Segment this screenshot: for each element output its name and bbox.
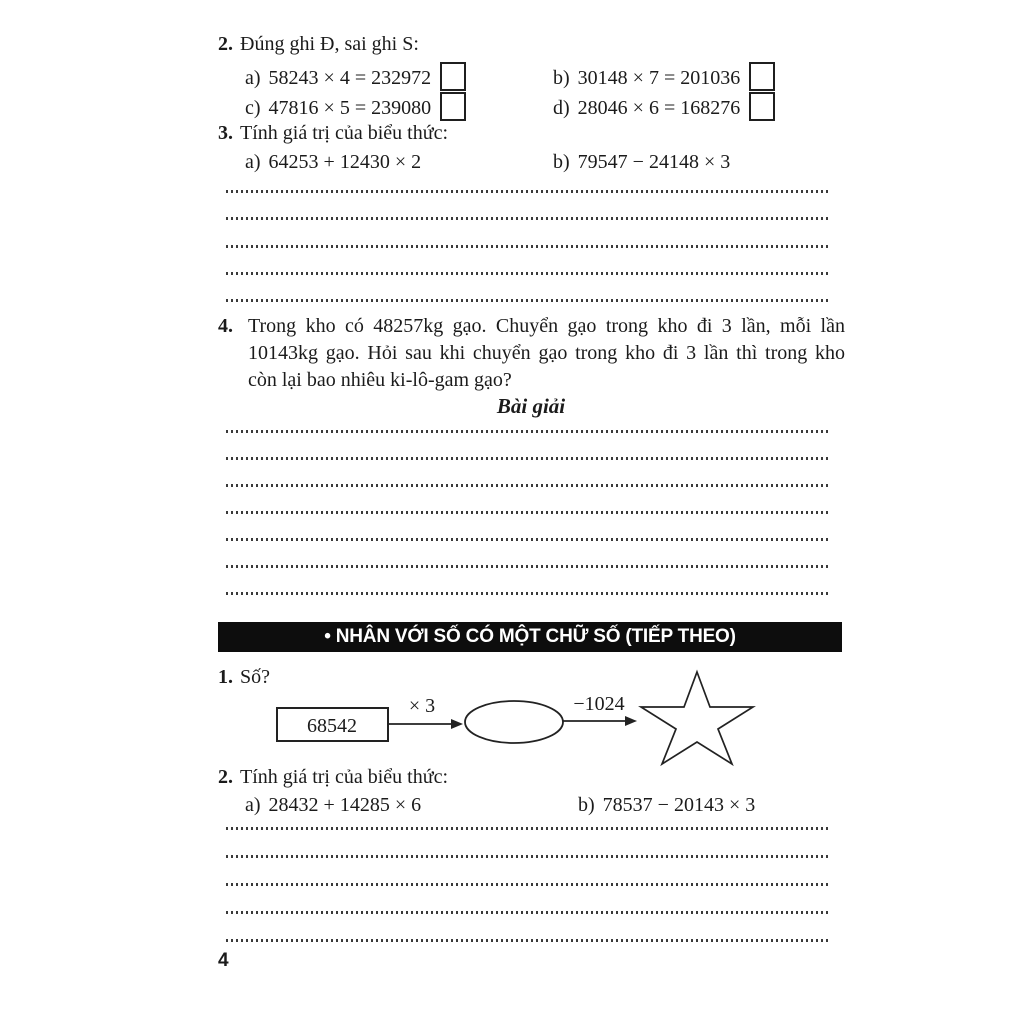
answer-dotted-line — [226, 457, 830, 460]
problem-4-text-line: còn lại bao nhiêu ki-lô-gam gạo? — [248, 369, 512, 391]
answer-dotted-line — [226, 484, 830, 487]
start-number: 68542 — [307, 715, 357, 737]
page-number: 4 — [218, 950, 229, 971]
problem-2-header — [218, 33, 419, 56]
answer-box — [440, 92, 466, 121]
item-expression: 64253 + 12430 × 2 — [268, 151, 422, 173]
problem-3-item-a — [245, 151, 421, 174]
item-expression: 30148 × 7 = 201036 — [577, 67, 741, 89]
item-label: a) — [245, 67, 261, 89]
section-problem-2-item-a — [245, 794, 421, 817]
answer-dotted-line — [226, 883, 830, 886]
item-expression: 28432 + 14285 × 6 — [268, 794, 422, 816]
answer-dotted-line — [226, 855, 830, 858]
problem-4-text-line: Trong kho có 48257kg gạo. Chuyển gạo trong kho đi 3 lần, mỗi lần — [248, 315, 845, 337]
answer-dotted-line — [226, 827, 830, 830]
empty-star-answer — [641, 672, 753, 764]
item-label: b) — [553, 151, 570, 173]
operation-2-label: −1024 — [573, 693, 625, 715]
problem-4-text-line: 10143kg gạo. Hỏi sau khi chuyển gạo trong kho đi 3 lần thì trong kho — [248, 342, 845, 364]
answer-dotted-line — [226, 939, 830, 942]
answer-dotted-line — [226, 538, 830, 541]
item-expression: 28046 × 6 = 168276 — [577, 97, 741, 119]
arrow-head-icon — [451, 719, 463, 729]
item-expression: 78537 − 20143 × 3 — [602, 794, 756, 816]
problem-title: Đúng ghi Đ, sai ghi S: — [240, 33, 419, 55]
item-expression: 79547 − 24148 × 3 — [577, 151, 731, 173]
number-chain-diagram — [215, 660, 847, 775]
problem-number: 2. — [218, 33, 233, 55]
answer-dotted-line — [226, 565, 830, 568]
answer-box — [749, 62, 775, 91]
answer-dotted-line — [226, 245, 830, 248]
problem-4-number: 4. — [218, 315, 233, 337]
answer-box — [440, 62, 466, 91]
problem-3-header — [218, 122, 448, 145]
solution-heading: Bài giải — [496, 394, 566, 418]
problem-3-item-b — [553, 151, 730, 174]
item-expression: 58243 × 4 = 232972 — [268, 67, 432, 89]
answer-dotted-line — [226, 592, 830, 595]
problem-title: Tính giá trị của biểu thức: — [240, 122, 448, 144]
item-label: b) — [553, 67, 570, 89]
item-label: a) — [245, 151, 261, 173]
problem-title: Tính giá trị của biểu thức: — [240, 766, 448, 788]
problem-number: 2. — [218, 766, 233, 788]
empty-ellipse-answer — [465, 701, 563, 743]
problem-2-item-b — [553, 62, 775, 91]
arrow-head-icon — [625, 716, 637, 726]
problem-number: 3. — [218, 122, 233, 144]
problem-2-item-a — [245, 62, 466, 91]
item-label: a) — [245, 794, 261, 816]
problem-2-item-d — [553, 92, 775, 121]
answer-dotted-line — [226, 272, 830, 275]
answer-dotted-line — [226, 217, 830, 220]
answer-dotted-line — [226, 911, 830, 914]
item-label: d) — [553, 97, 570, 119]
answer-dotted-line — [226, 511, 830, 514]
problem-2-item-c — [245, 92, 466, 121]
answer-box — [749, 92, 775, 121]
operation-1-label: × 3 — [408, 695, 436, 717]
answer-dotted-line — [226, 299, 830, 302]
answer-dotted-line — [226, 190, 830, 193]
answer-dotted-line — [226, 430, 830, 433]
item-label: b) — [578, 794, 595, 816]
item-expression: 47816 × 5 = 239080 — [268, 97, 432, 119]
section-problem-2-item-b — [578, 794, 755, 817]
section-problem-2-header — [218, 766, 448, 789]
problem-number: 1. — [218, 666, 233, 688]
section-banner: • NHÂN VỚI SỐ CÓ MỘT CHỮ SỐ (TIẾP THEO) — [218, 622, 842, 652]
item-label: c) — [245, 97, 261, 119]
problem-title: Số? — [240, 666, 270, 688]
